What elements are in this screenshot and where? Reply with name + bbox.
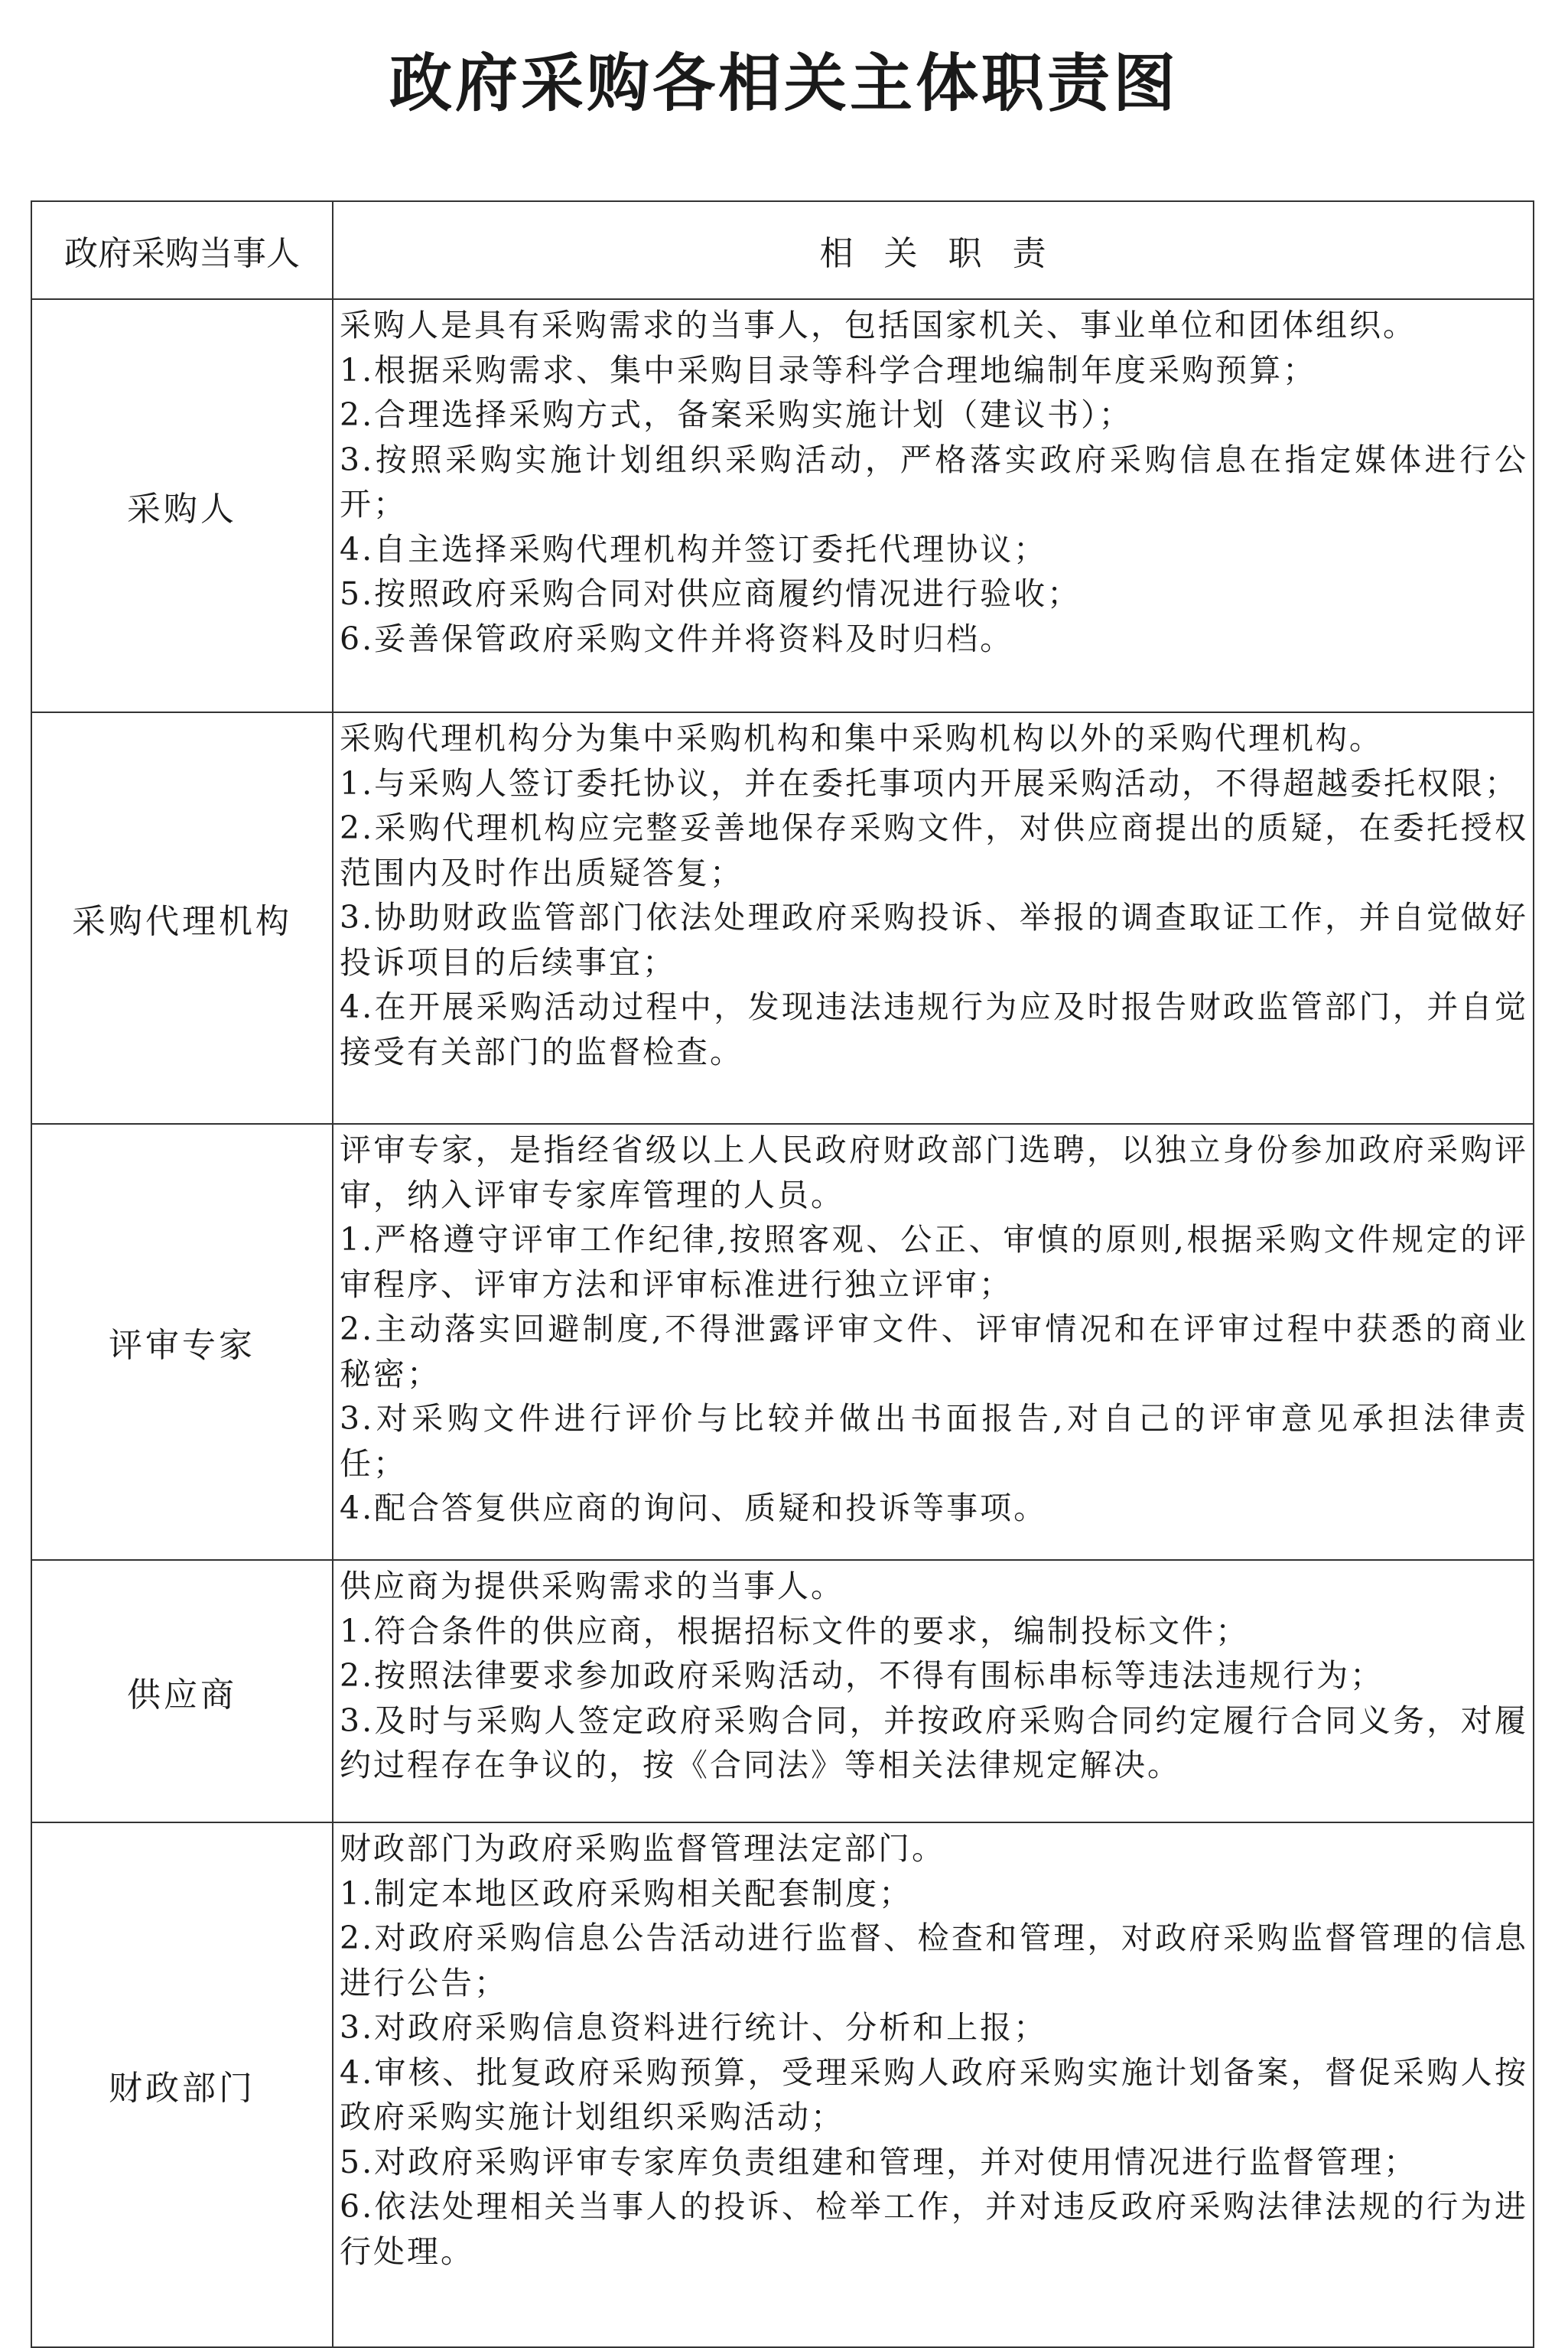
duty-line: 财政部门为政府采购监督管理法定部门。 xyxy=(340,1830,945,1867)
header-party: 政府采购当事人 xyxy=(31,201,333,299)
duty-line: 1.根据采购需求、集中采购目录等科学合理地编制年度采购预算； xyxy=(340,351,1317,389)
row-experts xyxy=(31,1124,1534,1560)
page-title: 政府采购各相关主体职责图 xyxy=(389,47,1179,120)
party-finance: 财政部门 xyxy=(31,1822,333,2347)
duty-line: 5.对政府采购评审专家库负责组建和管理，并对使用情况进行监督管理； xyxy=(340,2143,1418,2180)
duty-line: 2.对政府采购信息公告活动进行监督、检查和管理，对政府采购监督管理的信息进行公告； xyxy=(340,1920,1528,2001)
duty-line: 2.主动落实回避制度,不得泄露评审文件、评审情况和在评审过程中获悉的商业秘密； xyxy=(340,1311,1528,1392)
header-duties: 相关职责 xyxy=(333,201,1534,299)
party-experts: 评审专家 xyxy=(31,1124,333,1560)
duty-line: 1.制定本地区政府采购相关配套制度； xyxy=(340,1874,913,1912)
duty-line: 供应商为提供采购需求的当事人。 xyxy=(340,1568,844,1604)
duty-line: 4.在开展采购活动过程中，发现违法违规行为应及时报告财政监管部门，并自觉接受有关部门的监督检查。 xyxy=(340,988,1528,1070)
table-header-row xyxy=(31,201,1534,299)
duty-table xyxy=(31,200,1534,2348)
party-purchaser: 采购人 xyxy=(31,299,333,712)
duty-line: 6.妥善保管政府采购文件并将资料及时归档。 xyxy=(340,620,1014,657)
duty-line: 1.符合条件的供应商，根据招标文件的要求，编制投标文件； xyxy=(340,1612,1250,1649)
row-agency xyxy=(31,712,1534,1124)
duties-agency xyxy=(333,712,1534,1124)
duty-line: 2.采购代理机构应完整妥善地保存采购文件，对供应商提出的质疑，在委托授权范围内及时作出质疑答复； xyxy=(340,809,1528,891)
duty-line: 采购代理机构分为集中采购机构和集中采购机构以外的采购代理机构。 xyxy=(340,720,1383,757)
duty-line: 2.合理选择采购方式，备案采购实施计划（建议书）； xyxy=(340,396,1133,433)
duty-line: 1.与采购人签订委托协议，并在委托事项内开展采购活动，不得超越委托权限； xyxy=(340,764,1519,802)
duties-purchaser xyxy=(333,299,1534,712)
duty-line: 评审专家，是指经省级以上人民政府财政部门选聘，以独立身份参加政府采购评审，纳入评审专家库管理的人员。 xyxy=(340,1132,1528,1213)
duty-line: 2.按照法律要求参加政府采购活动，不得有围标串标等违法违规行为； xyxy=(340,1657,1384,1694)
duty-line: 3.按照采购实施计划组织采购活动，严格落实政府采购信息在指定媒体进行公开； xyxy=(340,441,1528,523)
duties-supplier xyxy=(333,1560,1534,1822)
party-supplier: 供应商 xyxy=(31,1560,333,1822)
duty-line: 6.依法处理相关当事人的投诉、检举工作，并对违反政府采购法律法规的行为进行处理。 xyxy=(340,2188,1528,2270)
duty-line: 5.按照政府采购合同对供应商履约情况进行验收； xyxy=(340,575,1082,612)
duty-line: 3.及时与采购人签定政府采购合同，并按政府采购合同约定履行合同义务，对履约过程存在争议的，按《合同法》等相关法律规定解决。 xyxy=(340,1702,1528,1783)
duties-experts xyxy=(333,1124,1534,1560)
duty-line: 1.严格遵守评审工作纪律,按照客观、公正、审慎的原则,根据采购文件规定的评审程序、评审方法和评审标准进行独立评审； xyxy=(340,1221,1528,1303)
duty-line: 采购人是具有采购需求的当事人，包括国家机关、事业单位和团体组织。 xyxy=(340,307,1417,344)
duty-line: 4.配合答复供应商的询问、质疑和投诉等事项。 xyxy=(340,1490,1048,1526)
duties-finance xyxy=(333,1822,1534,2347)
row-purchaser xyxy=(31,299,1534,712)
duty-line: 3.协助财政监管部门依法处理政府采购投诉、举报的调查取证工作，并自觉做好投诉项目的后续事宜； xyxy=(340,899,1528,981)
row-supplier xyxy=(31,1560,1534,1822)
duty-line: 3.对采购文件进行评价与比较并做出书面报告,对自己的评审意见承担法律责任； xyxy=(340,1400,1528,1482)
duty-line: 4.自主选择采购代理机构并签订委托代理协议； xyxy=(340,530,1048,568)
duty-line: 4.审核、批复政府采购预算，受理采购人政府采购实施计划备案，督促采购人按政府采购实施计划组织采购活动； xyxy=(340,2053,1528,2135)
row-finance xyxy=(31,1822,1534,2347)
party-agency: 采购代理机构 xyxy=(31,712,333,1124)
duty-line: 3.对政府采购信息资料进行统计、分析和上报； xyxy=(340,2009,1048,2046)
